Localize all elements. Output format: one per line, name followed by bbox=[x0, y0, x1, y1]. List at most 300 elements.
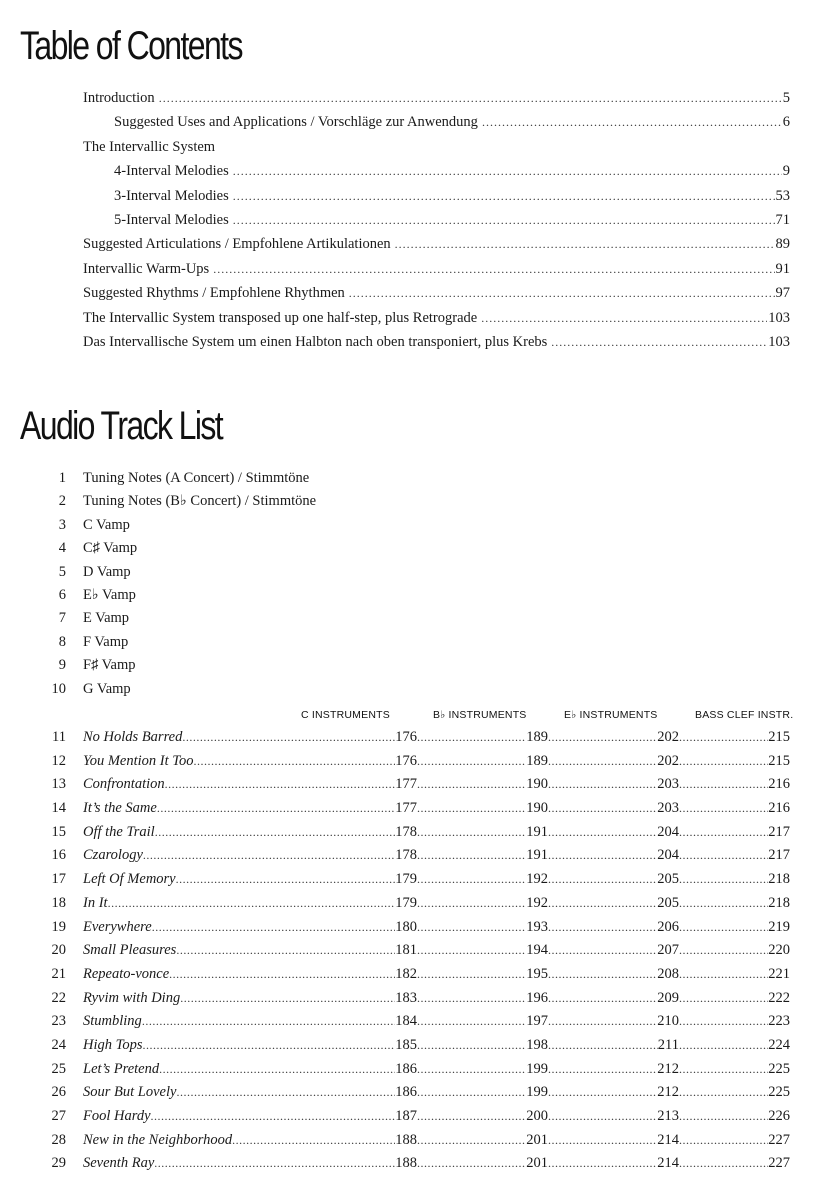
dot-leader bbox=[679, 1038, 768, 1053]
track-number: 17 bbox=[51, 871, 66, 888]
track-number: 13 bbox=[51, 776, 66, 793]
track-number: 29 bbox=[51, 1155, 66, 1172]
page-number-bass: 227 bbox=[768, 1155, 790, 1172]
page-number-c: 182 bbox=[395, 965, 417, 982]
table-row bbox=[40, 824, 790, 848]
toc-entry[interactable] bbox=[83, 90, 790, 114]
dot-leader bbox=[548, 777, 657, 792]
track-item bbox=[40, 610, 316, 633]
song-title: Czarology bbox=[83, 847, 143, 864]
page-number-bass: 220 bbox=[768, 942, 790, 959]
page-number-bb: 201 bbox=[526, 1155, 548, 1172]
track-title: C Vamp bbox=[83, 516, 130, 533]
page-cell-bass bbox=[679, 990, 790, 1007]
track-title: G Vamp bbox=[83, 680, 131, 697]
dot-leader bbox=[176, 943, 395, 958]
page-cell-eb bbox=[548, 1108, 679, 1125]
page-number-bb: 192 bbox=[526, 871, 548, 888]
page-cell-c bbox=[66, 919, 417, 936]
toc-entry-label: Das Intervallische System um einen Halbton nach oben transponiert, plus Krebs bbox=[83, 333, 548, 350]
track-number: 5 bbox=[58, 563, 66, 580]
page-number-bass: 225 bbox=[768, 1060, 790, 1077]
dot-leader bbox=[417, 848, 526, 863]
dot-leader bbox=[417, 943, 526, 958]
dot-leader bbox=[417, 872, 526, 887]
page-cell-bb bbox=[417, 1013, 548, 1030]
page-number-bass: 225 bbox=[768, 1084, 790, 1101]
track-title: C♯ Vamp bbox=[83, 540, 138, 557]
track-number: 9 bbox=[58, 657, 66, 674]
dot-leader bbox=[417, 1133, 526, 1148]
song-title: Off the Trail bbox=[83, 823, 155, 840]
page-number-c: 187 bbox=[395, 1108, 417, 1124]
page-number-eb: 205 bbox=[657, 871, 679, 888]
dot-leader bbox=[679, 754, 768, 769]
dot-leader bbox=[548, 730, 657, 745]
page-cell-bass bbox=[679, 895, 790, 912]
page-cell-bb bbox=[417, 871, 548, 888]
page-cell-c bbox=[66, 1013, 417, 1030]
column-header-eb-instruments: E♭ INSTRUMENTS bbox=[564, 709, 658, 721]
dot-leader bbox=[154, 1156, 395, 1171]
page-cell-c bbox=[66, 753, 417, 770]
dot-leader bbox=[481, 311, 767, 326]
page-number-c: 178 bbox=[395, 847, 417, 864]
toc-list bbox=[83, 90, 790, 358]
page-number-bass: 222 bbox=[768, 989, 790, 1006]
dot-leader bbox=[417, 777, 526, 792]
page-cell-bb bbox=[417, 1108, 548, 1125]
toc-entry-page: 5 bbox=[782, 90, 790, 106]
track-item bbox=[40, 681, 316, 704]
page-cell-bass bbox=[679, 776, 790, 793]
page-number-c: 178 bbox=[395, 823, 417, 840]
toc-entry[interactable] bbox=[83, 261, 790, 285]
dot-leader bbox=[143, 848, 395, 863]
page-number-c: 183 bbox=[395, 989, 417, 1006]
page-number-c: 179 bbox=[395, 894, 417, 911]
page-number-eb: 208 bbox=[657, 965, 679, 982]
track-number: 22 bbox=[51, 989, 66, 1006]
table-row bbox=[40, 1037, 790, 1061]
page-cell-c bbox=[66, 1037, 417, 1054]
song-title: No Holds Barred bbox=[83, 729, 183, 745]
page-cell-c bbox=[66, 1061, 417, 1078]
page-number-eb: 204 bbox=[657, 847, 679, 864]
table-row bbox=[40, 1061, 790, 1085]
page-cell-c bbox=[66, 1155, 417, 1172]
song-title: Left Of Memory bbox=[83, 871, 176, 888]
dot-leader bbox=[548, 896, 657, 911]
dot-leader bbox=[233, 164, 782, 179]
track-number: 1 bbox=[58, 470, 66, 486]
toc-entry-label: Suggested Rhythms / Empfohlene Rhythmen bbox=[83, 285, 345, 302]
page-number-bass: 217 bbox=[768, 847, 790, 864]
toc-entry[interactable] bbox=[83, 212, 790, 236]
page-number-bass: 216 bbox=[768, 800, 790, 817]
song-title: Ryvim with Ding bbox=[83, 989, 181, 1006]
page-number-bass: 218 bbox=[768, 894, 790, 911]
page-cell-bb bbox=[417, 824, 548, 841]
toc-entry-label: Introduction bbox=[83, 90, 155, 106]
page-number-eb: 210 bbox=[657, 1013, 679, 1030]
page-cell-bass bbox=[679, 729, 790, 746]
track-number: 24 bbox=[51, 1036, 66, 1053]
track-item bbox=[40, 564, 316, 587]
dot-leader bbox=[395, 237, 775, 252]
dot-leader bbox=[108, 896, 396, 911]
page-cell-bass bbox=[679, 800, 790, 817]
page-cell-bb bbox=[417, 1061, 548, 1078]
page-number-eb: 206 bbox=[657, 918, 679, 935]
track-number: 21 bbox=[51, 965, 66, 982]
dot-leader bbox=[213, 262, 774, 277]
dot-leader bbox=[155, 825, 396, 840]
toc-entry-page: 9 bbox=[782, 163, 790, 180]
page-cell-eb bbox=[548, 1155, 679, 1172]
page-number-eb: 202 bbox=[657, 729, 679, 745]
dot-leader bbox=[548, 920, 657, 935]
table-row bbox=[40, 847, 790, 871]
track-item bbox=[40, 493, 316, 516]
page-cell-bb bbox=[417, 729, 548, 746]
toc-entry-page: 91 bbox=[775, 260, 790, 277]
toc-entry-label: The Intervallic System transposed up one half-step, plus Retrograde bbox=[83, 309, 478, 326]
page-number-bb: 191 bbox=[526, 847, 548, 864]
toc-entry[interactable] bbox=[83, 163, 790, 187]
toc-entry-page: 103 bbox=[768, 309, 790, 326]
dot-leader bbox=[679, 1062, 768, 1077]
song-title: It’s the Same bbox=[83, 800, 157, 817]
dot-leader bbox=[551, 335, 767, 350]
page-number-bb: 189 bbox=[526, 729, 548, 745]
song-title: In It bbox=[83, 894, 108, 911]
page-number-bb: 192 bbox=[526, 894, 548, 911]
song-title: Confrontation bbox=[83, 776, 165, 793]
track-number: 25 bbox=[51, 1060, 66, 1077]
page-cell-eb bbox=[548, 1061, 679, 1078]
page-cell-eb bbox=[548, 1013, 679, 1030]
table-row bbox=[40, 1013, 790, 1037]
page-number-bass: 218 bbox=[768, 871, 790, 888]
page-number-bb: 190 bbox=[526, 776, 548, 793]
page-number-eb: 207 bbox=[657, 942, 679, 959]
song-title: Fool Hardy bbox=[83, 1108, 151, 1124]
track-title: Tuning Notes (A Concert) / Stimmtöne bbox=[83, 470, 310, 486]
page-number-eb: 213 bbox=[657, 1108, 679, 1124]
page-cell-eb bbox=[548, 847, 679, 864]
dot-leader bbox=[417, 991, 526, 1006]
dot-leader bbox=[417, 801, 526, 816]
dot-leader bbox=[417, 754, 526, 769]
track-title: F Vamp bbox=[83, 633, 129, 650]
page-number-c: 177 bbox=[395, 776, 417, 793]
dot-leader bbox=[232, 1133, 395, 1148]
track-number: 2 bbox=[58, 493, 66, 510]
page-number-c: 176 bbox=[395, 729, 417, 745]
track-title: F♯ Vamp bbox=[83, 657, 136, 674]
page-number-bb: 199 bbox=[526, 1084, 548, 1101]
page-cell-eb bbox=[548, 776, 679, 793]
dot-leader bbox=[548, 1062, 657, 1077]
dot-leader bbox=[482, 115, 782, 130]
track-number: 10 bbox=[51, 680, 66, 697]
page-number-bb: 191 bbox=[526, 823, 548, 840]
dot-leader bbox=[180, 991, 395, 1006]
track-number: 28 bbox=[51, 1131, 66, 1148]
toc-entry[interactable] bbox=[83, 236, 790, 260]
page-number-bb: 193 bbox=[526, 918, 548, 935]
dot-leader bbox=[159, 1062, 395, 1077]
page-cell-eb bbox=[548, 1132, 679, 1149]
page-cell-bass bbox=[679, 1061, 790, 1078]
dot-leader bbox=[679, 825, 768, 840]
page-cell-eb bbox=[548, 1037, 679, 1054]
toc-entry-label: 5-Interval Melodies bbox=[114, 211, 229, 228]
dot-leader bbox=[417, 920, 526, 935]
song-title: You Mention It Too bbox=[83, 752, 194, 769]
toc-entry-label: Intervallic Warm-Ups bbox=[83, 260, 210, 277]
dot-leader bbox=[548, 1156, 657, 1171]
page-cell-bb bbox=[417, 776, 548, 793]
page-number-bass: 217 bbox=[768, 823, 790, 840]
page-cell-eb bbox=[548, 919, 679, 936]
page-cell-c bbox=[66, 847, 417, 864]
dot-leader bbox=[176, 872, 396, 887]
song-title: High Tops bbox=[83, 1036, 143, 1053]
track-item bbox=[40, 470, 316, 493]
page-cell-bb bbox=[417, 1132, 548, 1149]
page-cell-bb bbox=[417, 966, 548, 983]
page-number-eb: 202 bbox=[657, 752, 679, 769]
dot-leader bbox=[548, 1085, 657, 1100]
dot-leader bbox=[679, 920, 768, 935]
toc-entry[interactable] bbox=[83, 139, 790, 163]
dot-leader bbox=[679, 896, 768, 911]
dot-leader bbox=[679, 1014, 768, 1029]
track-number: 23 bbox=[51, 1013, 66, 1030]
page-number-c: 181 bbox=[395, 942, 417, 959]
dot-leader bbox=[143, 1038, 396, 1053]
page-number-eb: 203 bbox=[657, 800, 679, 817]
table-row bbox=[40, 966, 790, 990]
table-row bbox=[40, 942, 790, 966]
page-number-c: 180 bbox=[395, 918, 417, 935]
track-title: Tuning Notes (B♭ Concert) / Stimmtöne bbox=[83, 493, 317, 510]
dot-leader bbox=[417, 1014, 526, 1029]
dot-leader bbox=[165, 777, 396, 792]
page-number-bass: 221 bbox=[768, 965, 790, 982]
page-number-bb: 195 bbox=[526, 965, 548, 982]
page-number-bass: 216 bbox=[768, 776, 790, 793]
song-title: Let’s Pretend bbox=[83, 1060, 160, 1077]
table-row bbox=[40, 1132, 790, 1156]
page-number-eb: 209 bbox=[657, 989, 679, 1006]
toc-entry-label: Suggested Uses and Applications / Vorschläge zur Anwendung bbox=[114, 114, 478, 131]
page-number-c: 186 bbox=[395, 1084, 417, 1101]
audio-track-list-heading: Audio Track List bbox=[20, 404, 223, 448]
page-number-bb: 196 bbox=[526, 989, 548, 1006]
track-number: 26 bbox=[51, 1084, 66, 1101]
page-cell-bb bbox=[417, 847, 548, 864]
page-cell-bass bbox=[679, 1108, 790, 1125]
track-title: D Vamp bbox=[83, 563, 131, 580]
dot-leader bbox=[417, 730, 526, 745]
page-cell-bb bbox=[417, 1084, 548, 1101]
dot-leader bbox=[679, 991, 768, 1006]
toc-entry-page: 71 bbox=[775, 211, 790, 228]
dot-leader bbox=[548, 872, 657, 887]
page-number-bass: 215 bbox=[768, 729, 790, 745]
page-number-bb: 197 bbox=[526, 1013, 548, 1030]
dot-leader bbox=[182, 730, 395, 745]
toc-entry[interactable] bbox=[83, 285, 790, 309]
dot-leader bbox=[417, 967, 526, 982]
page-cell-bb bbox=[417, 942, 548, 959]
page-number-eb: 204 bbox=[657, 823, 679, 840]
page-cell-eb bbox=[548, 871, 679, 888]
toc-entry-page: 6 bbox=[782, 114, 790, 131]
page-cell-c bbox=[66, 966, 417, 983]
dot-leader bbox=[548, 848, 657, 863]
table-row bbox=[40, 729, 790, 753]
toc-entry-label: 4-Interval Melodies bbox=[114, 163, 229, 180]
page-cell-bass bbox=[679, 1037, 790, 1054]
dot-leader bbox=[417, 1038, 526, 1053]
page-number-bb: 189 bbox=[526, 752, 548, 769]
dot-leader bbox=[233, 189, 775, 204]
page-cell-bb bbox=[417, 895, 548, 912]
page-number-bass: 223 bbox=[768, 1013, 790, 1030]
toc-entry-page: 103 bbox=[768, 333, 790, 350]
toc-entry[interactable] bbox=[83, 334, 790, 358]
dot-leader bbox=[548, 967, 657, 982]
page-cell-eb bbox=[548, 753, 679, 770]
page-cell-c bbox=[66, 800, 417, 817]
dot-leader bbox=[151, 1109, 396, 1124]
basic-track-list bbox=[40, 470, 316, 704]
page-cell-bb bbox=[417, 1037, 548, 1054]
page-cell-bass bbox=[679, 847, 790, 864]
page-number-bb: 200 bbox=[526, 1108, 548, 1124]
page-cell-eb bbox=[548, 729, 679, 746]
track-number: 19 bbox=[51, 918, 66, 935]
page-cell-bb bbox=[417, 1155, 548, 1172]
track-number: 7 bbox=[58, 610, 66, 627]
track-item bbox=[40, 634, 316, 657]
track-item bbox=[40, 587, 316, 610]
toc-entry[interactable] bbox=[83, 188, 790, 212]
song-title: Small Pleasures bbox=[83, 942, 177, 959]
dot-leader bbox=[417, 1109, 526, 1124]
page-cell-bb bbox=[417, 990, 548, 1007]
page-cell-c bbox=[66, 776, 417, 793]
page-number-c: 176 bbox=[395, 752, 417, 769]
dot-leader bbox=[548, 825, 657, 840]
column-header-c-instruments: C INSTRUMENTS bbox=[301, 709, 390, 721]
dot-leader bbox=[417, 1156, 526, 1171]
table-row bbox=[40, 1108, 790, 1132]
page-number-bass: 219 bbox=[768, 918, 790, 935]
toc-entry-label: The Intervallic System bbox=[83, 138, 216, 155]
page-cell-bass bbox=[679, 1155, 790, 1172]
table-row bbox=[40, 919, 790, 943]
page-cell-c bbox=[66, 871, 417, 888]
page-cell-eb bbox=[548, 990, 679, 1007]
page-cell-bb bbox=[417, 753, 548, 770]
song-title: Everywhere bbox=[83, 918, 152, 935]
toc-entry-page: 89 bbox=[775, 236, 790, 253]
table-row bbox=[40, 800, 790, 824]
track-number: 20 bbox=[51, 942, 66, 959]
dot-leader bbox=[417, 825, 526, 840]
toc-entry-page: 97 bbox=[775, 285, 790, 302]
dot-leader bbox=[679, 1133, 768, 1148]
track-item bbox=[40, 657, 316, 680]
page-number-eb: 211 bbox=[657, 1036, 679, 1053]
toc-entry[interactable] bbox=[83, 114, 790, 138]
track-number: 14 bbox=[51, 800, 66, 817]
page-cell-c bbox=[66, 942, 417, 959]
song-title: Seventh Ray bbox=[83, 1155, 155, 1172]
dot-leader bbox=[679, 1085, 768, 1100]
track-number: 3 bbox=[58, 516, 66, 533]
page-number-eb: 212 bbox=[657, 1060, 679, 1077]
dot-leader bbox=[679, 872, 768, 887]
table-row bbox=[40, 990, 790, 1014]
page-cell-c bbox=[66, 1132, 417, 1149]
dot-leader bbox=[548, 1014, 657, 1029]
dot-leader bbox=[679, 1156, 768, 1171]
track-title: E♭ Vamp bbox=[83, 586, 136, 603]
page-number-eb: 205 bbox=[657, 894, 679, 911]
page-cell-bb bbox=[417, 800, 548, 817]
table-row bbox=[40, 776, 790, 800]
track-number: 27 bbox=[51, 1108, 66, 1124]
track-number: 15 bbox=[51, 823, 66, 840]
page-cell-bass bbox=[679, 1084, 790, 1101]
column-header-bass-clef: BASS CLEF INSTR. bbox=[695, 709, 794, 721]
track-number: 8 bbox=[58, 633, 66, 650]
page-number-c: 188 bbox=[395, 1155, 417, 1172]
page-cell-bass bbox=[679, 1013, 790, 1030]
page-number-bb: 190 bbox=[526, 800, 548, 817]
toc-heading: Table of Contents bbox=[20, 24, 242, 68]
page-number-eb: 212 bbox=[657, 1084, 679, 1101]
page-cell-bass bbox=[679, 824, 790, 841]
toc-entry-label: 3-Interval Melodies bbox=[114, 187, 229, 204]
page-cell-bass bbox=[679, 871, 790, 888]
page-cell-eb bbox=[548, 966, 679, 983]
track-title: E Vamp bbox=[83, 610, 130, 627]
toc-entry[interactable] bbox=[83, 310, 790, 334]
page-cell-bb bbox=[417, 919, 548, 936]
column-header-bb-instruments: B♭ INSTRUMENTS bbox=[433, 709, 527, 721]
dot-leader bbox=[169, 967, 395, 982]
table-row bbox=[40, 753, 790, 777]
page-cell-bass bbox=[679, 919, 790, 936]
page-cell-eb bbox=[548, 824, 679, 841]
page-number-bb: 194 bbox=[526, 942, 548, 959]
table-row bbox=[40, 871, 790, 895]
dot-leader bbox=[548, 801, 657, 816]
page-number-bb: 198 bbox=[526, 1036, 548, 1053]
track-number: 12 bbox=[51, 752, 66, 769]
track-number: 16 bbox=[51, 847, 66, 864]
dot-leader bbox=[548, 1133, 657, 1148]
page-cell-bass bbox=[679, 753, 790, 770]
page-cell-bass bbox=[679, 1132, 790, 1149]
